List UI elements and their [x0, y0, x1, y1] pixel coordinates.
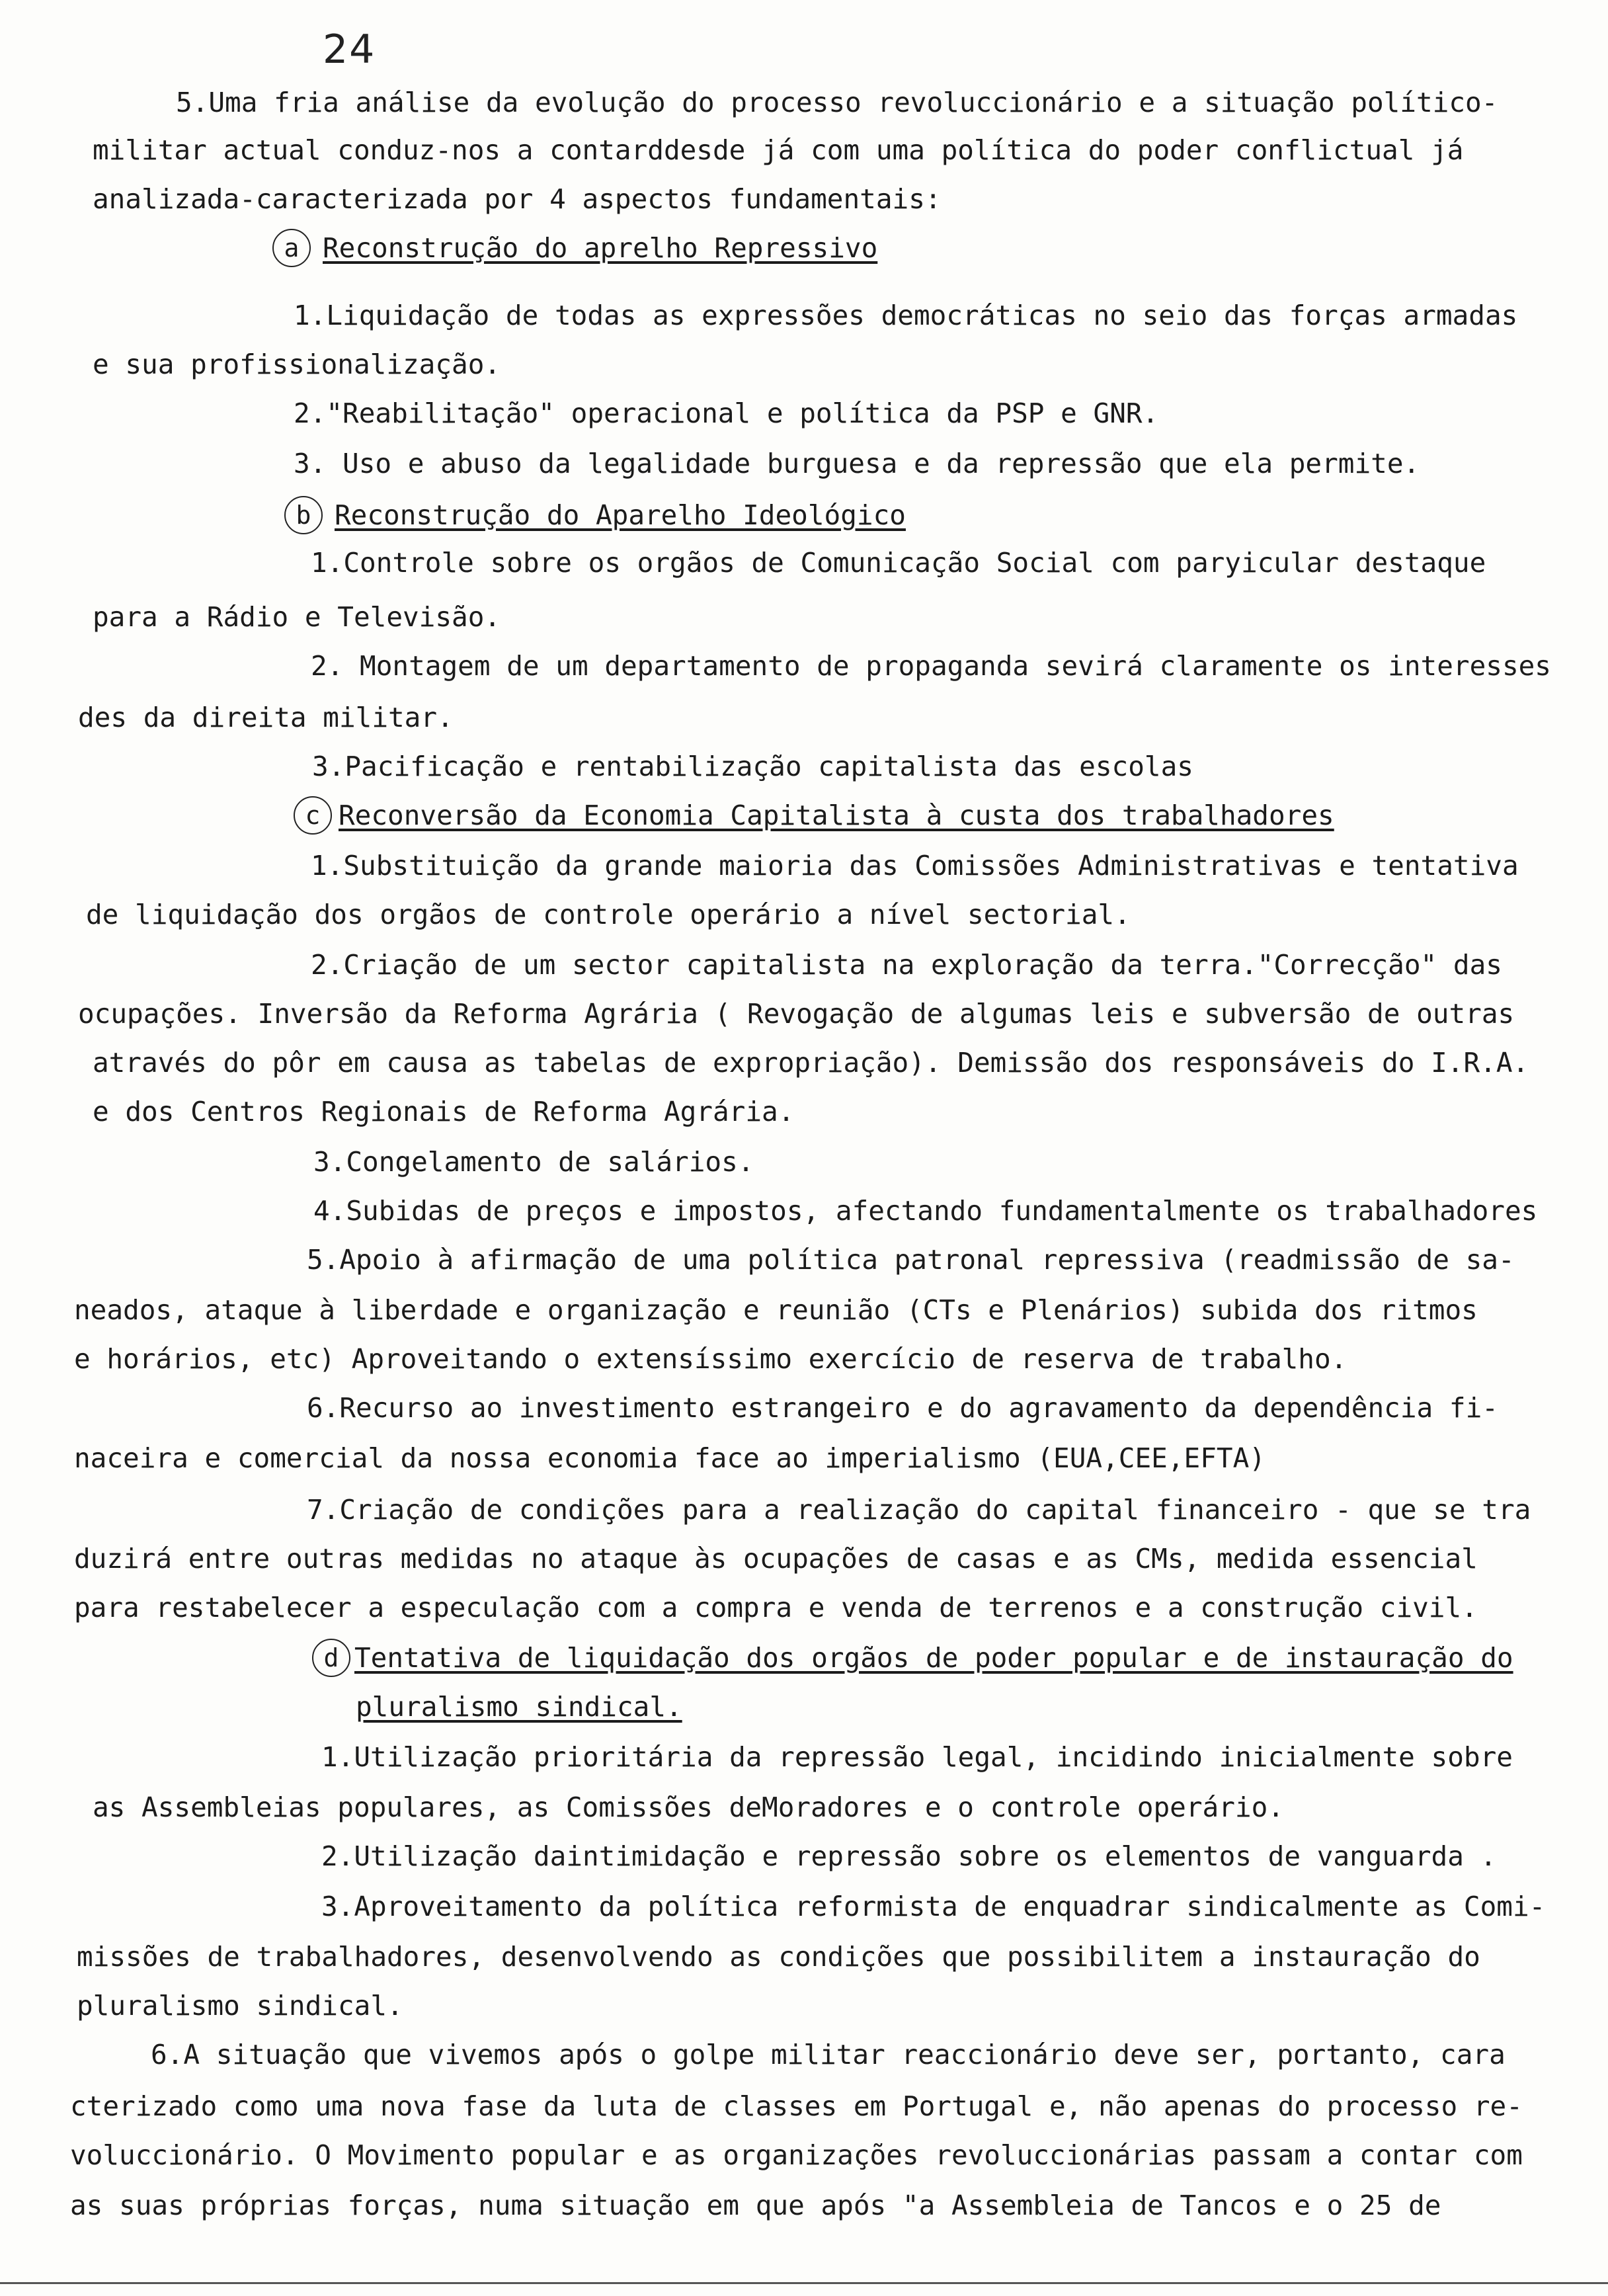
section-heading-a: Reconstrução do aprelho Repressivo: [323, 232, 878, 264]
text-line: duzirá entre outras medidas no ataque às ocupações de casas e as CMs, medida essencial: [74, 1543, 1478, 1575]
text-line: voluccionário. O Movimento popular e as organizações revoluccionárias passam a contar com: [70, 2139, 1523, 2171]
text-line: 2. Montagem de um departamento de propaganda sevirá claramente os interesses: [311, 650, 1551, 682]
text-line: 1.Controle sobre os orgãos de Comunicação Social com paryicular destaque: [311, 547, 1486, 579]
text-line: 1.Utilização prioritária da repressão legal, incidindo inicialmente sobre: [321, 1741, 1513, 1773]
text-line: as Assembleias populares, as Comissões deMoradores e o controle operário.: [93, 1791, 1284, 1823]
text-line: 3.Aproveitamento da política reformista de enquadrar sindicalmente as Comi-: [321, 1891, 1546, 1922]
text-line: através do pôr em causa as tabelas de expropriação). Demissão dos responsáveis do I.R.A.: [93, 1047, 1529, 1079]
item-marker-d: d: [312, 1639, 350, 1677]
text-line: e sua profissionalização.: [93, 348, 501, 380]
text-line: pluralismo sindical.: [77, 1990, 403, 2022]
text-line: de liquidação dos orgãos de controle operário a nível sectorial.: [86, 899, 1131, 930]
text-line: naceira e comercial da nossa economia face ao imperialismo (EUA,CEE,EFTA): [74, 1442, 1266, 1474]
text-line: 3.Congelamento de salários.: [313, 1146, 754, 1178]
bottom-rule: [0, 2282, 1608, 2284]
text-line: para a Rádio e Televisão.: [93, 601, 501, 633]
text-line: 2.Utilização daintimidação e repressão sobre os elementos de vanguarda .: [321, 1840, 1497, 1872]
section-heading-b: Reconstrução do Aparelho Ideológico: [335, 499, 906, 531]
section-heading-d: Tentativa de liquidação dos orgãos de poder popular e de instauração do: [354, 1642, 1513, 1674]
text-line: 3.Pacificação e rentabilização capitalista das escolas: [312, 751, 1193, 782]
section-heading-c: Reconversão da Economia Capitalista à custa dos trabalhadores: [339, 800, 1334, 831]
text-line: 2.Criação de um sector capitalista na exploração da terra."Correcção" das: [311, 949, 1502, 981]
text-line: militar actual conduz-nos a contarddesde já com uma política do poder conflictual já: [93, 134, 1464, 166]
item-marker-b: b: [284, 496, 323, 534]
text-line: 6.Recurso ao investimento estrangeiro e do agravamento da dependência fi-: [307, 1392, 1498, 1424]
text-line: e horários, etc) Aproveitando o extensíssimo exercício de reserva de trabalho.: [74, 1343, 1347, 1375]
text-line: 5.Apoio à afirmação de uma política patronal repressiva (readmissão de sa-: [307, 1244, 1515, 1276]
text-line: neados, ataque à liberdade e organização e reunião (CTs e Plenários) subida dos ritmos: [74, 1294, 1478, 1326]
text-line: 2."Reabilitação" operacional e política da PSP e GNR.: [294, 397, 1159, 429]
text-line: des da direita militar.: [78, 702, 454, 733]
text-line: e dos Centros Regionais de Reforma Agrária.: [93, 1096, 795, 1128]
text-line: 7.Criação de condições para a realização do capital financeiro - que se tra: [307, 1494, 1531, 1526]
text-line: missões de trabalhadores, desenvolvendo as condições que possibilitem a instauração do: [77, 1941, 1480, 1973]
text-line: 3. Uso e abuso da legalidade burguesa e da repressão que ela permite.: [294, 448, 1420, 479]
text-line: 4.Subidas de preços e impostos, afectando fundamentalmente os trabalhadores: [313, 1195, 1538, 1227]
text-line: para restabelecer a especulação com a compra e venda de terrenos e a construção civil.: [74, 1592, 1478, 1623]
text-line: cterizado como uma nova fase da luta de classes em Portugal e, não apenas do processo re-: [70, 2090, 1523, 2122]
section-heading-d-continued: pluralismo sindical.: [356, 1691, 682, 1723]
item-marker-c: c: [294, 796, 332, 835]
text-line: 6.A situação que vivemos após o golpe militar reaccionário deve ser, portanto, cara: [151, 2039, 1506, 2070]
text-line: 1.Substituição da grande maioria das Comissões Administrativas e tentativa: [311, 850, 1519, 882]
item-marker-a: a: [272, 229, 311, 267]
text-line: ocupações. Inversão da Reforma Agrária ( Revogação de algumas leis e subversão de outras: [78, 998, 1515, 1030]
text-line: 5.Uma fria análise da evolução do processo revoluccionário e a situação político-: [176, 87, 1498, 118]
page-number: 24: [323, 26, 376, 73]
text-line: 1.Liquidação de todas as expressões democráticas no seio das forças armadas: [294, 300, 1518, 331]
text-line: analizada-caracterizada por 4 aspectos fundamentais:: [93, 183, 942, 215]
text-line: as suas próprias forças, numa situação em que após "a Assembleia de Tancos e o 25 de: [70, 2190, 1441, 2221]
